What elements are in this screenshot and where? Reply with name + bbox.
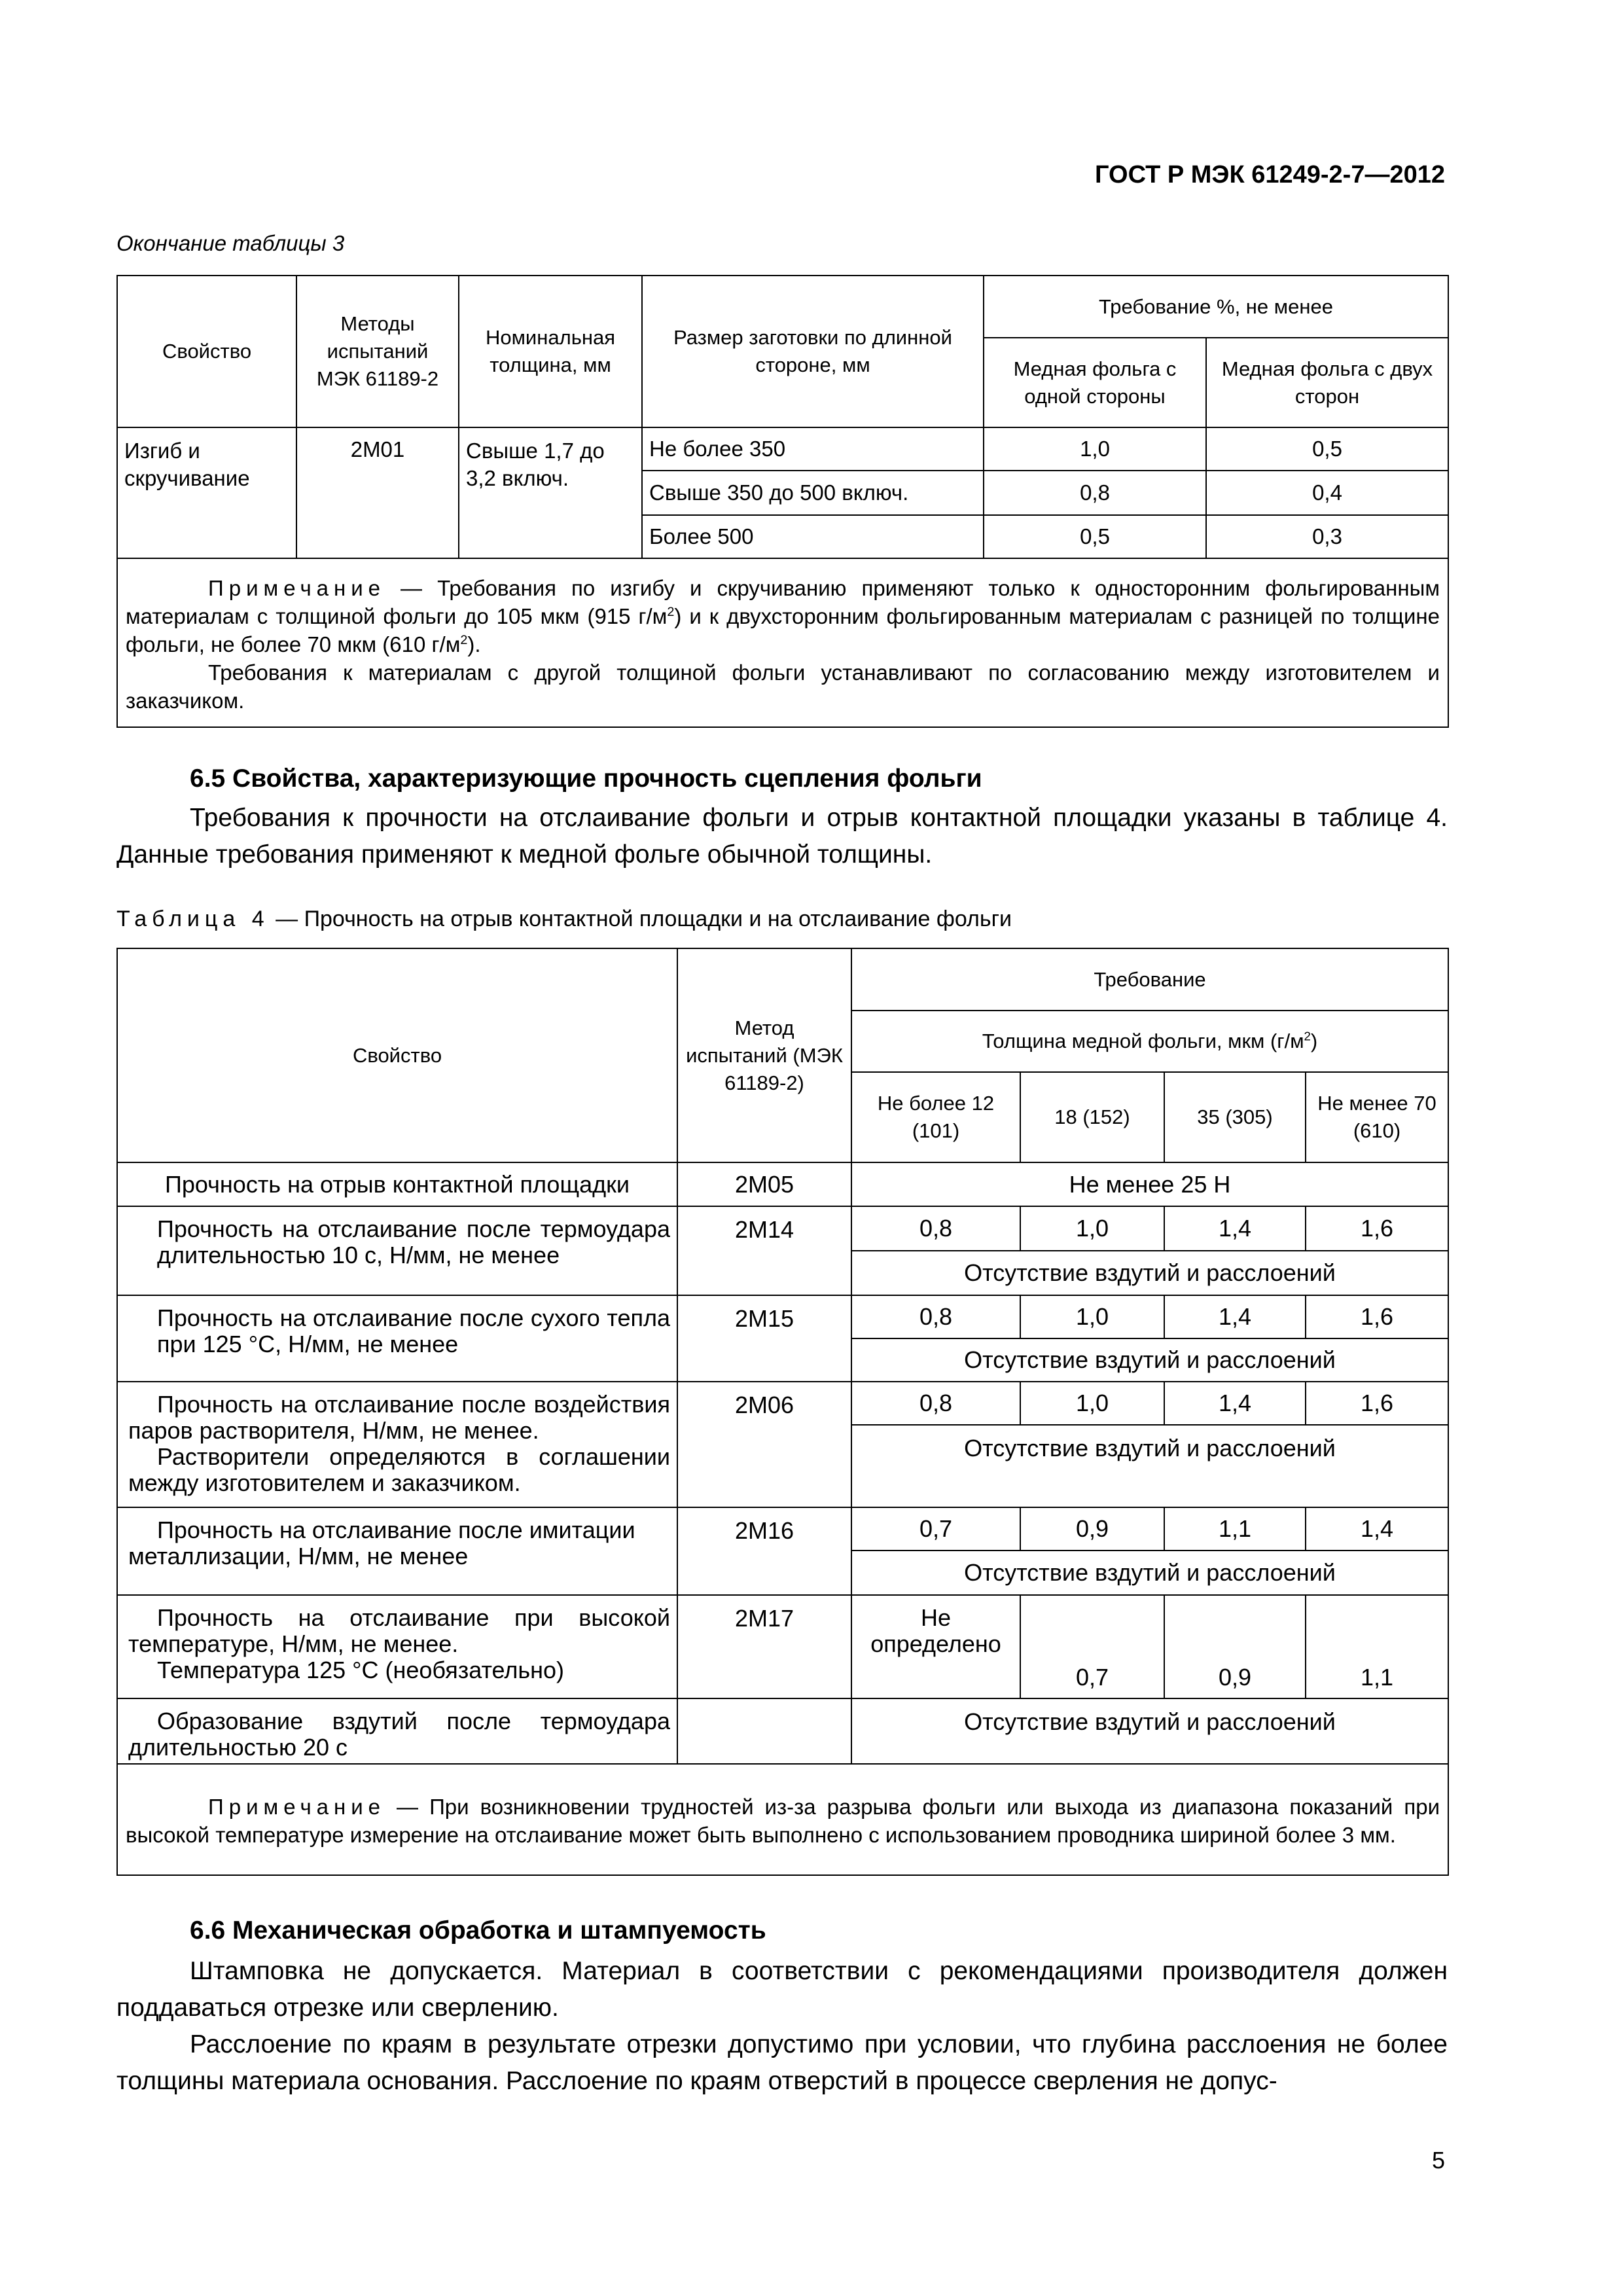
- t4-value: 1,1: [1306, 1595, 1448, 1698]
- t4-property: Прочность на отслаивание после сухого тепла при 125 °С, Н/мм, не менее: [117, 1295, 677, 1382]
- t4-value: 1,6: [1306, 1382, 1448, 1425]
- paragraph: Расслоение по краям в результате отрезки допустимо при условии, что глубина расслоения не более толщины материала основания. Расслоение по краям отверстий в процессе сверления не допус-: [116, 2030, 1448, 2095]
- t4-property: [117, 1382, 677, 1507]
- t4-header-property: Свойство: [117, 948, 677, 1162]
- note-label: Примечание: [208, 1795, 386, 1819]
- t3-method: 2М01: [296, 427, 459, 558]
- t3-one-side-value: 0,5: [984, 515, 1206, 558]
- table-title: — Прочность на отрыв контактной площадки и на отслаивание фольги: [269, 906, 1012, 931]
- t3-note: [117, 558, 1448, 727]
- property-text: Температура 125 °С (необязательно): [157, 1657, 565, 1683]
- t4-value: 1,6: [1306, 1206, 1448, 1251]
- t4-value: Не определено: [851, 1595, 1020, 1698]
- note-text: — Требования по изгибу и скручиванию применяют только к односторонним фольгированным материалам с толщиной фольги до 105 мкм (915 г/м: [126, 575, 1440, 628]
- t4-method-empty: [677, 1698, 851, 1764]
- note-label: Примечание: [208, 575, 386, 600]
- t3-size: Свыше 350 до 500 включ.: [642, 471, 984, 515]
- t3-header-property: Свойство: [117, 276, 296, 427]
- t4-value: 1,6: [1306, 1295, 1448, 1338]
- t4-property: Прочность на отслаивание после имитации металлизации, Н/мм, не менее: [117, 1507, 677, 1595]
- property-text: Прочность на отслаивание при высокой температуре, Н/мм, не менее.: [128, 1604, 670, 1657]
- t4-header-foil-thickness: [851, 1011, 1448, 1072]
- t4-property: Прочность на отрыв контактной площадки: [117, 1162, 677, 1206]
- t4-value: 1,4: [1164, 1295, 1306, 1338]
- t4-method: 2М14: [677, 1206, 851, 1295]
- superscript: 2: [1304, 1029, 1311, 1043]
- t4-value: 0,7: [851, 1507, 1020, 1551]
- t4-value: 1,0: [1020, 1206, 1164, 1251]
- section-6-5-title: 6.5 Свойства, характеризующие прочность сцепления фольги: [190, 764, 982, 793]
- t3-size: Более 500: [642, 515, 984, 558]
- t4-value: Не менее 25 Н: [851, 1162, 1448, 1206]
- t3-header-method: Методы испытаний МЭК 61189-2: [296, 276, 459, 427]
- t3-thickness: Свыше 1,7 до 3,2 включ.: [459, 427, 642, 558]
- t3-two-sides-value: 0,5: [1206, 427, 1448, 471]
- t4-value: 1,0: [1020, 1382, 1164, 1425]
- t4-value: 0,8: [851, 1382, 1020, 1425]
- t4-property: Образование вздутий после термоудара длительностью 20 с: [117, 1698, 677, 1764]
- table-3: [116, 275, 1449, 728]
- superscript: 2: [460, 632, 468, 647]
- note-text: — При возникновении трудностей из-за разрыва фольги или выхода из диапазона показаний при высокой температуре измерение на отслаивание может быть выполнено с использованием проводника шириной более 3 мм.: [126, 1795, 1440, 1847]
- t4-method: 2М15: [677, 1295, 851, 1382]
- property-text: Прочность на отслаивание после воздействия паров растворителя, Н/мм, не менее.: [128, 1391, 670, 1444]
- header-text: ): [1310, 1030, 1318, 1052]
- t4-no-blisters: Отсутствие вздутий и расслоений: [851, 1251, 1448, 1295]
- t3-two-sides-value: 0,4: [1206, 471, 1448, 515]
- t4-header-requirement: Требование: [851, 948, 1448, 1011]
- t4-value: 0,9: [1020, 1507, 1164, 1551]
- t3-header-two-sides: Медная фольга с двух сторон: [1206, 338, 1448, 427]
- section-6-6-title: 6.6 Механическая обработка и штампуемость: [190, 1916, 766, 1945]
- t4-value: 1,4: [1164, 1206, 1306, 1251]
- t4-note: [117, 1764, 1448, 1875]
- property-text: Растворители определяются в соглашении между изготовителем и заказчиком.: [128, 1443, 670, 1496]
- page-number: 5: [1431, 2147, 1445, 2174]
- superscript: 2: [667, 604, 675, 619]
- t3-header-thickness: Номинальная толщина, мм: [459, 276, 642, 427]
- table-4: [116, 948, 1449, 1876]
- t3-two-sides-value: 0,3: [1206, 515, 1448, 558]
- t4-value: 0,8: [851, 1206, 1020, 1251]
- t4-value: 1,4: [1164, 1382, 1306, 1425]
- paragraph: Штамповка не допускается. Материал в соответствии с рекомендациями производителя должен поддаваться отрезке или сверлению.: [116, 1957, 1448, 2022]
- t4-value: 1,0: [1020, 1295, 1164, 1338]
- section-6-6-text: [116, 1953, 1448, 2100]
- note-text: ) и к двухсторонним фольгированным материалам с разницей по толщине фольги, не более 70 мкм (610 г/м: [126, 603, 1440, 656]
- t4-value: 1,4: [1306, 1507, 1448, 1551]
- t4-method: 2М16: [677, 1507, 851, 1595]
- header-text: Толщина медной фольги, мкм (г/м: [982, 1030, 1304, 1052]
- t3-one-side-value: 1,0: [984, 427, 1206, 471]
- t4-no-blisters: Отсутствие вздутий и расслоений: [851, 1425, 1448, 1507]
- t4-header-col2: 18 (152): [1020, 1072, 1164, 1162]
- t4-no-blisters: Отсутствие вздутий и расслоений: [851, 1698, 1448, 1764]
- table3-caption: Окончание таблицы 3: [116, 231, 345, 255]
- t4-value: 0,8: [851, 1295, 1020, 1338]
- t4-value: 0,9: [1164, 1595, 1306, 1698]
- t4-header-col4: Не менее 70 (610): [1306, 1072, 1448, 1162]
- t3-header-size: Размер заготовки по длинной стороне, мм: [642, 276, 984, 427]
- t4-no-blisters: Отсутствие вздутий и расслоений: [851, 1551, 1448, 1595]
- t4-value: 1,1: [1164, 1507, 1306, 1551]
- t4-method: 2М05: [677, 1162, 851, 1206]
- t4-property: [117, 1595, 677, 1698]
- note-paragraph-2: Требования к материалам с другой толщиной фольги устанавливают по согласованию между изготовителем и заказчиком.: [126, 660, 1440, 713]
- table-label: Таблица 4: [116, 906, 270, 931]
- table4-caption: [116, 906, 1012, 932]
- t3-header-one-side: Медная фольга с одной стороны: [984, 338, 1206, 427]
- t4-header-col3: 35 (305): [1164, 1072, 1306, 1162]
- t4-header-col1: Не более 12 (101): [851, 1072, 1020, 1162]
- t4-no-blisters: Отсутствие вздутий и расслоений: [851, 1338, 1448, 1382]
- t3-one-side-value: 0,8: [984, 471, 1206, 515]
- paragraph: Требования к прочности на отслаивание фольги и отрыв контактной площадки указаны в таблице 4. Данные требования применяют к медной фольге обычной толщины.: [116, 804, 1448, 869]
- t3-property: Изгиб и скручивание: [117, 427, 296, 558]
- section-6-5-text: [116, 800, 1448, 873]
- t3-header-requirement: Требование %, не менее: [984, 276, 1448, 338]
- note-text: ).: [467, 632, 481, 656]
- t4-property: Прочность на отслаивание после термоудара длительностью 10 с, Н/мм, не менее: [117, 1206, 677, 1295]
- t3-size: Не более 350: [642, 427, 984, 471]
- t4-method: 2М06: [677, 1382, 851, 1507]
- t4-method: 2М17: [677, 1595, 851, 1698]
- t4-header-method: Метод испытаний (МЭК 61189-2): [677, 948, 851, 1162]
- standard-code: ГОСТ Р МЭК 61249-2-7—2012: [1095, 161, 1445, 188]
- t4-value: 0,7: [1020, 1595, 1164, 1698]
